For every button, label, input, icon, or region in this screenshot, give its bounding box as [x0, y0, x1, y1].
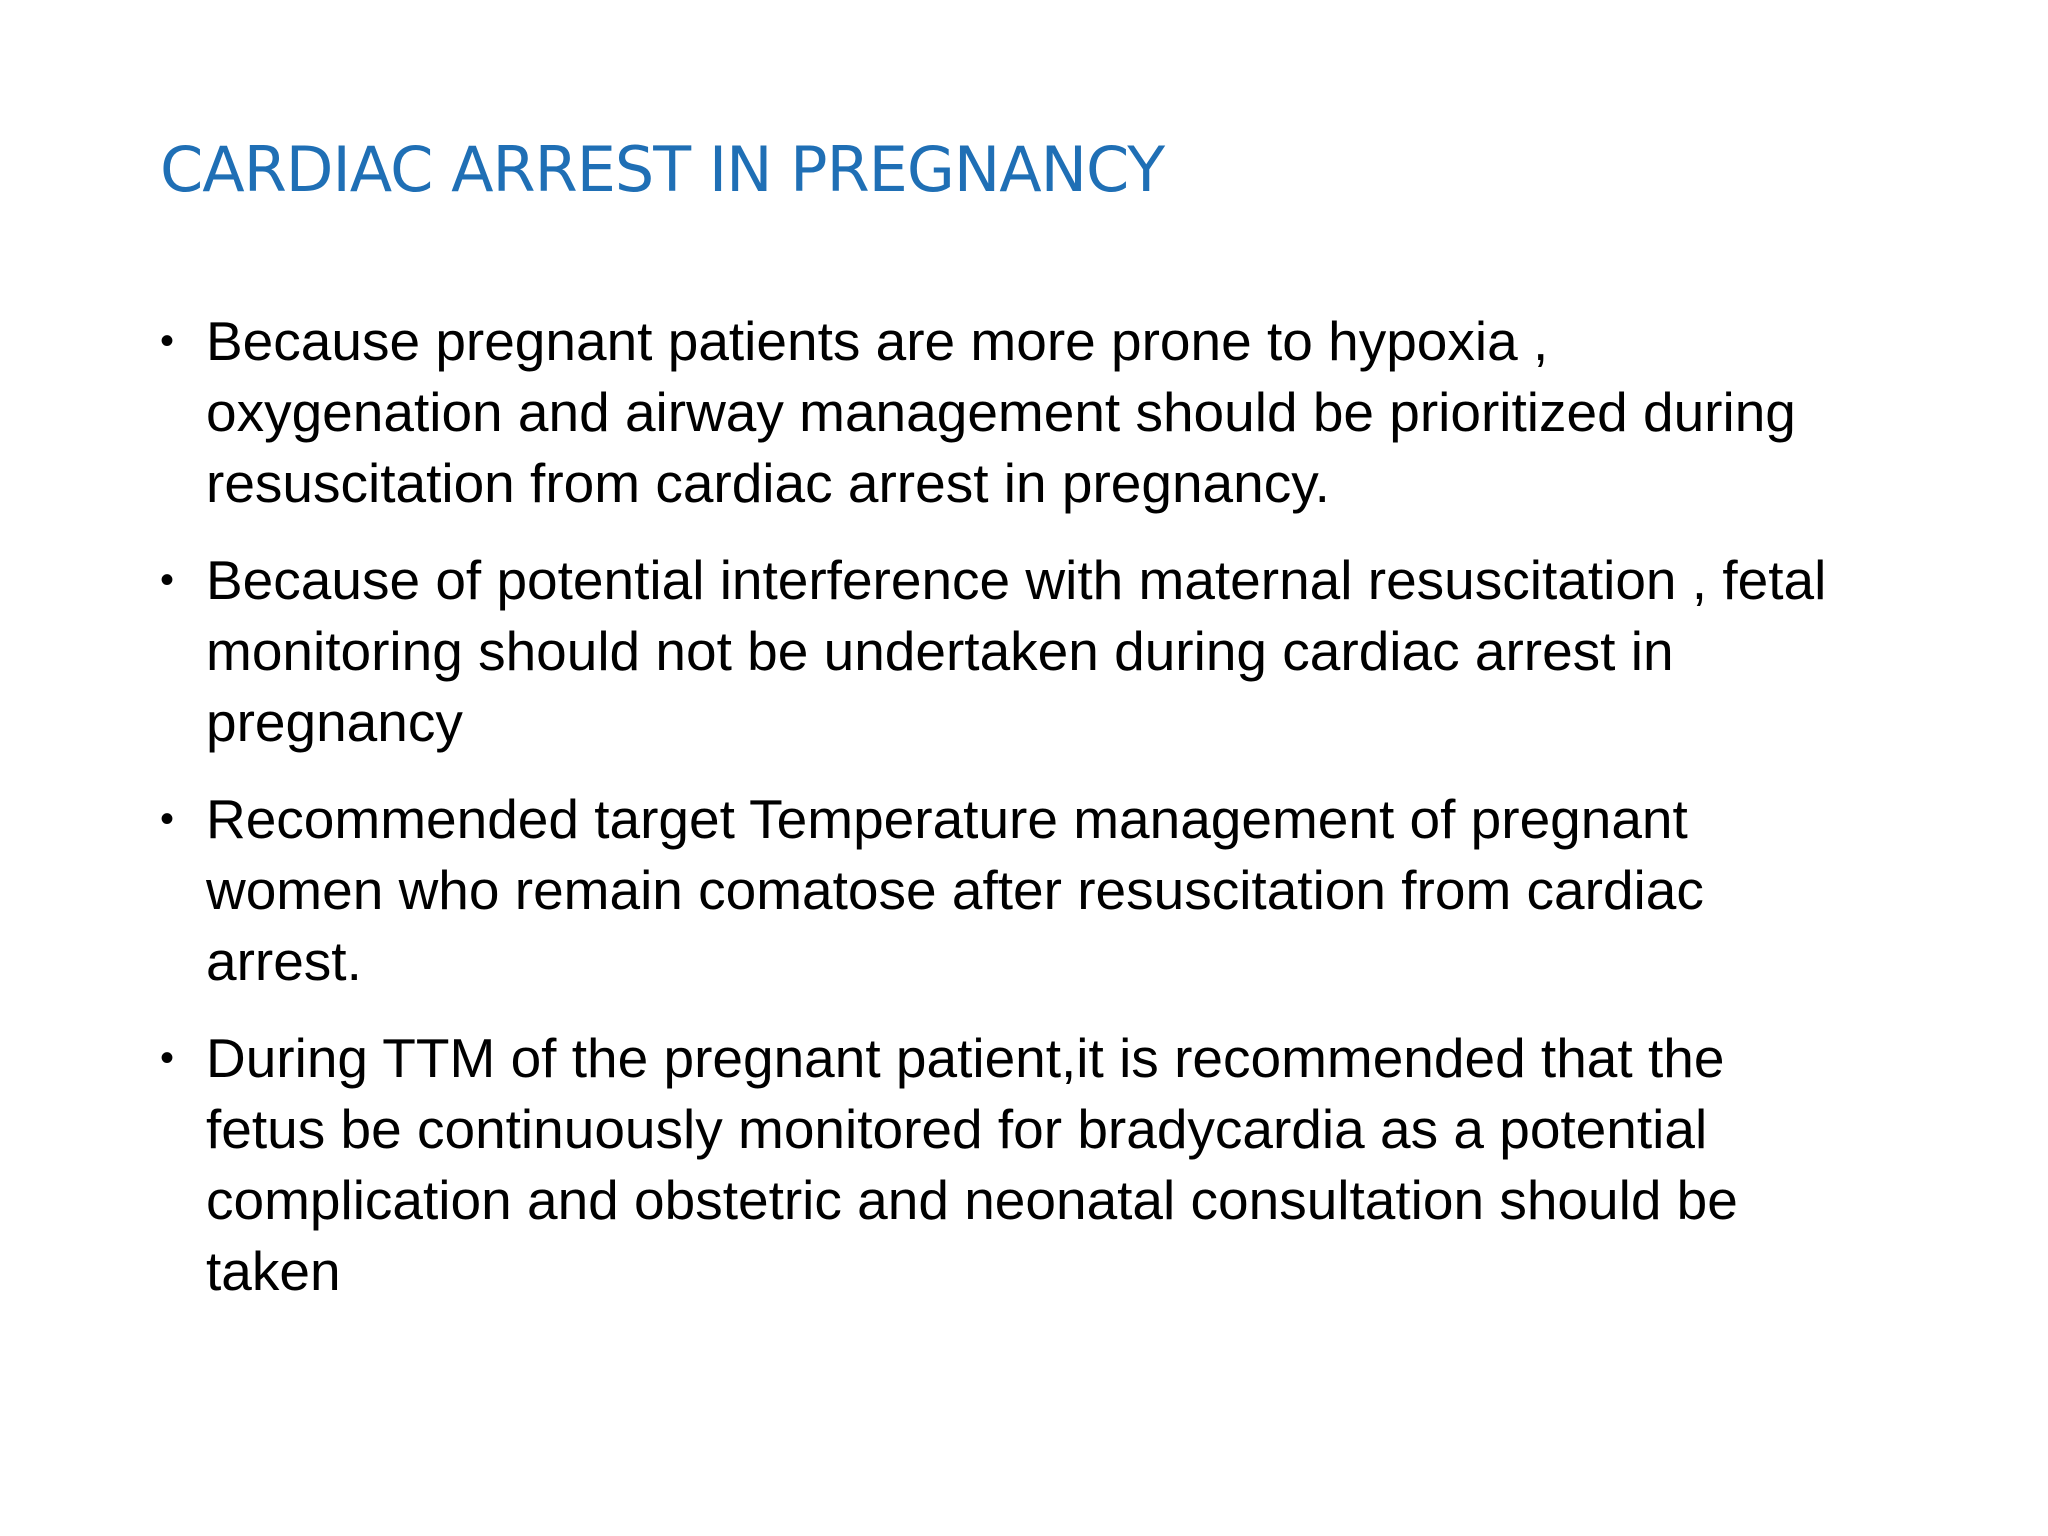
bullet-text: Because of potential interference with maternal resuscitation , fetal monitoring should not be undertaken during cardiac arrest in pregnancy	[206, 549, 1827, 753]
bullet-item-4	[160, 1023, 1840, 1307]
bullet-item-2	[160, 545, 1840, 758]
bullet-item-1	[160, 306, 1840, 519]
bullet-dot-icon: •	[160, 558, 175, 602]
bullet-dot-icon: •	[160, 1036, 175, 1080]
bullet-item-3	[160, 784, 1840, 997]
bullet-dot-icon: •	[160, 797, 175, 841]
slide-title: CARDIAC ARREST IN PREGNANCY	[160, 133, 1165, 206]
bullet-dot-icon: •	[160, 319, 175, 363]
bullet-text: Recommended target Temperature management of pregnant women who remain comatose after resuscitation from cardiac arrest.	[206, 788, 1704, 992]
bullet-text: During TTM of the pregnant patient,it is recommended that the fetus be continuously monitored for bradycardia as a potential complication and obstetric and neonatal consultation should be taken	[206, 1027, 1738, 1302]
bullet-text: Because pregnant patients are more prone to hypoxia , oxygenation and airway management should be prioritized during resuscitation from cardiac arrest in pregnancy.	[206, 310, 1796, 514]
bullet-list	[160, 306, 1840, 1333]
